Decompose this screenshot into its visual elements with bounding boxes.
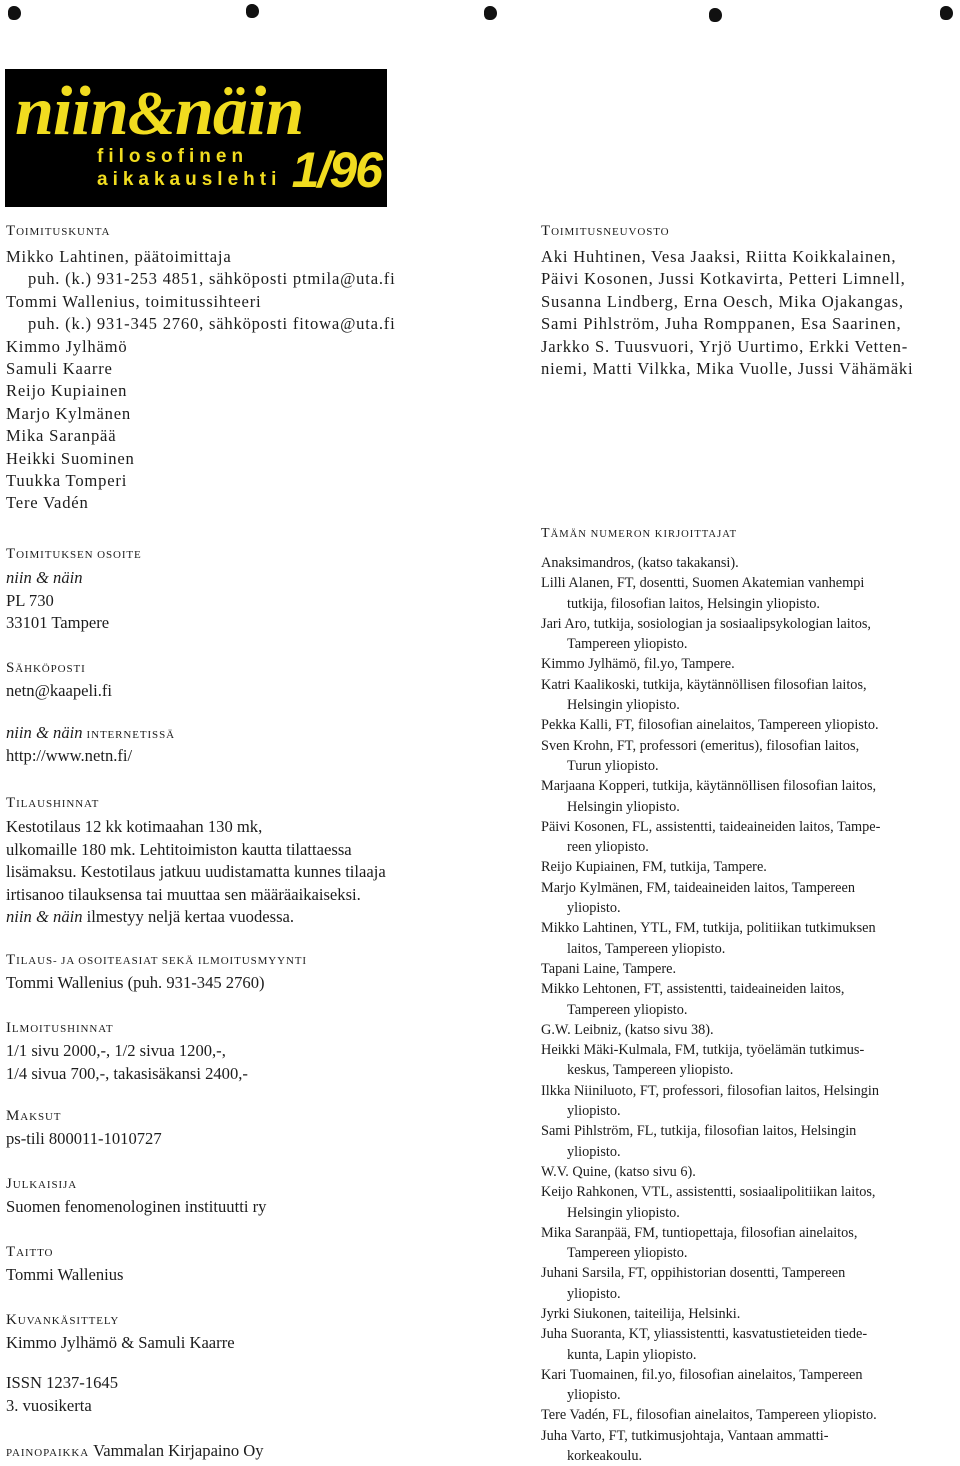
staff-line: Tommi Wallenius, toimitussihteeri <box>6 291 262 311</box>
contributor-line: Sven Krohn, FT, professori (emeritus), filosofian laitos, <box>541 737 860 754</box>
contributor-entry <box>541 878 956 919</box>
section-heading: TOIMITUSNEUVOSTO <box>541 223 670 239</box>
contributor-line: Kari Tuomainen, fil.yo, filosofian ainelaitos, Tampereen <box>541 1366 863 1383</box>
contributor-line: Marjaana Kopperi, tutkija, käytännöllisen filosofian laitos, <box>541 778 877 795</box>
osoite-section <box>6 545 506 635</box>
staff-line: Mikko Lahtinen, päätoimittaja <box>6 247 232 266</box>
contributor-line: Tere Vadén, FL, filosofian ainelaitos, Tampereen yliopisto. <box>541 1407 877 1424</box>
section-heading: JULKAISIJA <box>6 1176 78 1192</box>
ad-price-line: 1/4 sivua 700,-, takasisäkansi 2400,- <box>6 1063 248 1083</box>
board-line: Jarkko S. Tuusvuori, Yrjö Uurtimo, Erkki Vetten- <box>541 336 909 356</box>
section-heading: INTERNETISSÄ <box>86 729 175 741</box>
internet-section <box>6 722 506 767</box>
price-line: lisämaksu. Kestotilaus jatkuu uudistamatta kunnes tilaaja <box>6 862 386 881</box>
contributor-line: kunta, Lapin yliopisto. <box>567 1346 697 1363</box>
contributor-line: yliopisto. <box>567 1285 621 1302</box>
contributor-entry <box>541 1426 956 1466</box>
toimituskunta-section <box>6 222 506 515</box>
section-heading: ILMOITUSHINNAT <box>6 1020 114 1036</box>
price-line: Kestotilaus 12 kk kotimaahan 130 mk, <box>6 817 263 836</box>
scan-mark <box>484 6 497 20</box>
email-value: netn@kaapeli.fi <box>6 681 113 700</box>
magazine-name: niin & näin <box>6 723 83 742</box>
staff-line: puh. (k.) 931-345 2760, sähköposti fitowa@uta.fi <box>28 314 396 334</box>
logo-subtitle-1: filosofinen <box>97 146 249 167</box>
contributor-line: Jari Aro, tutkija, sosiologian ja sosiaalipsykologian laitos, <box>541 615 871 632</box>
staff-line: Tere Vadén <box>6 493 89 513</box>
contributor-entry <box>541 715 956 735</box>
contributors-list <box>541 553 956 1466</box>
board-line: Aki Huhtinen, Vesa Jaaksi, Riitta Koikkalainen, <box>541 247 897 266</box>
left-column <box>6 222 506 1460</box>
logo-issue-number: 1/96 <box>291 142 381 198</box>
staff-line: Samuli Kaarre <box>6 359 113 379</box>
staff-line: Tuukka Tomperi <box>6 471 128 491</box>
scan-mark <box>8 6 21 20</box>
contributor-line: Juha Suoranta, KT, yliassistentti, kasvatustieteiden tiede- <box>541 1326 868 1343</box>
contributor-entry <box>541 776 956 817</box>
contributor-line: Tapani Laine, Tampere. <box>541 960 677 977</box>
board-line: Sami Pihlström, Juha Romppanen, Esa Saarinen, <box>541 314 902 334</box>
issn-value: ISSN 1237-1645 <box>6 1373 119 1392</box>
section-heading: TILAUS- JA OSOITEASIAT SEKÄ ILMOITUSMYYNTI <box>6 952 307 968</box>
contributor-line: Kimmo Jylhämö, fil.yo, Tampere. <box>541 656 735 673</box>
contributor-entry <box>541 1304 956 1324</box>
section-heading: TILAUSHINNAT <box>6 795 100 811</box>
logo-word-nain: näin <box>175 73 304 150</box>
contributor-line: Juha Varto, FT, tutkimusjohtaja, Vantaan ammatti- <box>541 1427 829 1444</box>
contributor-entry <box>541 1162 956 1182</box>
scan-mark <box>709 8 722 22</box>
contributor-line: Katri Kaalikoski, tutkija, käytännöllisen filosofian laitos, <box>541 676 867 693</box>
ad-price-line: 1/1 sivu 2000,-, 1/2 sivua 1200,-, <box>6 1041 226 1060</box>
section-heading: PAINOPAIKKA <box>6 1447 90 1459</box>
logo-subtitle-2: aikakauslehti <box>97 169 282 190</box>
printer-value: Vammalan Kirjapaino Oy <box>93 1441 264 1460</box>
contributor-entry <box>541 1081 956 1122</box>
staff-line: Kimmo Jylhämö <box>6 336 128 356</box>
contributor-line: Lilli Alanen, FT, dosentti, Suomen Akatemian vanhempi <box>541 575 865 592</box>
contributor-entry <box>541 979 956 1020</box>
contributor-line: Mika Saranpää, FM, tuntiopettaja, filosofian ainelaitos, <box>541 1224 858 1241</box>
contributor-line: Keijo Rahkonen, VTL, assistentti, sosiaalipolitiikan laitos, <box>541 1184 876 1201</box>
right-column <box>541 222 956 1465</box>
contributor-entry <box>541 553 956 573</box>
volume-value: 3. vuosikerta <box>6 1395 92 1415</box>
julkaisija-section <box>6 1175 506 1219</box>
contributor-line: Reijo Kupiainen, FM, tutkija, Tampere. <box>541 859 767 876</box>
logo-ampersand: & <box>127 80 175 148</box>
contributor-line: Juhani Sarsila, FT, oppihistorian dosentti, Tampereen <box>541 1265 846 1282</box>
contributor-line: Helsingin yliopisto. <box>567 1204 680 1221</box>
staff-line: Reijo Kupiainen <box>6 381 128 401</box>
sahkoposti-section <box>6 659 506 703</box>
section-heading: SÄHKÖPOSTI <box>6 660 86 676</box>
contributor-line: yliopisto. <box>567 1387 621 1404</box>
contributor-line: Mikko Lehtonen, FT, assistentti, taideaineiden laitos, <box>541 981 845 998</box>
contributor-entry <box>541 857 956 877</box>
image-processing-value: Kimmo Jylhämö & Samuli Kaarre <box>6 1333 235 1352</box>
contributor-line: yliopisto. <box>567 1103 621 1120</box>
contributor-entry <box>541 736 956 777</box>
kuvankasittely-section <box>6 1311 506 1355</box>
price-line: irtisanoo tilauksensa tai muuttaa sen määräaikaiseksi. <box>6 884 361 904</box>
contributor-line: G.W. Leibniz, (katso sivu 38). <box>541 1021 714 1038</box>
board-line: niemi, Matti Vilkka, Mika Vuolle, Jussi Vähämäki <box>541 359 914 379</box>
price-line: ilmestyy neljä kertaa vuodessa. <box>82 907 295 926</box>
toimituskunta-list <box>6 246 506 515</box>
magazine-name: niin & näin <box>6 568 83 587</box>
section-heading: TÄMÄN NUMERON KIRJOITTAJAT <box>541 526 738 541</box>
contributor-entry <box>541 1263 956 1304</box>
address-line: PL 730 <box>6 590 54 610</box>
contributor-line: Heikki Mäki-Kulmala, FM, tutkija, työelämän tutkimus- <box>541 1042 865 1059</box>
scan-mark <box>246 4 259 18</box>
staff-line: Mika Saranpää <box>6 426 117 446</box>
contributor-line: laitos, Tampereen yliopisto. <box>567 940 726 957</box>
magazine-logo <box>5 69 387 207</box>
address-line: 33101 Tampere <box>6 613 110 632</box>
contributor-line: Tampereen yliopisto. <box>567 1001 688 1018</box>
contributor-entry <box>541 1405 956 1425</box>
contributor-entry <box>541 1040 956 1081</box>
staff-line: Heikki Suominen <box>6 448 135 468</box>
contributor-entry <box>541 1121 956 1162</box>
layout-value: Tommi Wallenius <box>6 1265 124 1284</box>
contact-value: Tommi Wallenius (puh. 931-345 2760) <box>6 973 265 992</box>
staff-line: puh. (k.) 931-253 4851, sähköposti ptmila@uta.fi <box>28 269 396 289</box>
contributor-line: Jyrki Siukonen, taiteilija, Helsinki. <box>541 1305 741 1322</box>
contributor-line: Marjo Kylmänen, FM, taideaineiden laitos, Tampereen <box>541 879 855 896</box>
contributor-entry <box>541 573 956 614</box>
contributor-line: Helsingin yliopisto. <box>567 798 680 815</box>
price-line: ulkomaille 180 mk. Lehtitoimiston kautta tilattaessa <box>6 839 352 859</box>
logo-word-niin: niin <box>15 73 128 150</box>
section-heading: TOIMITUKSEN OSOITE <box>6 546 142 562</box>
contributor-line: Pekka Kalli, FT, filosofian ainelaitos, Tampereen yliopisto. <box>541 717 879 734</box>
contributor-line: W.V. Quine, (katso sivu 6). <box>541 1163 696 1180</box>
contributor-line: tutkija, filosofian laitos, Helsingin yliopisto. <box>567 595 820 612</box>
contributor-line: Tampereen yliopisto. <box>567 636 688 653</box>
magazine-name: niin & näin <box>6 907 83 926</box>
contributor-entry <box>541 1324 956 1365</box>
painopaikka-section <box>6 1440 506 1463</box>
contributor-line: korkeakoulu. <box>567 1448 643 1465</box>
contributor-entry <box>541 654 956 674</box>
contributor-entry <box>541 959 956 979</box>
contributor-line: reen yliopisto. <box>567 839 649 856</box>
contributor-line: Anaksimandros, (katso takakansi). <box>541 555 739 571</box>
contributor-line: keskus, Tampereen yliopisto. <box>567 1062 734 1079</box>
maksut-section <box>6 1107 506 1151</box>
contributor-line: Turun yliopisto. <box>567 757 659 774</box>
section-heading: TOIMITUSKUNTA <box>6 223 111 239</box>
contributor-entry <box>541 918 956 959</box>
board-line: Susanna Lindberg, Erna Oesch, Mika Ojakangas, <box>541 291 904 311</box>
section-heading: MAKSUT <box>6 1108 62 1124</box>
website-url: http://www.netn.fi/ <box>6 745 133 765</box>
contributor-entry <box>541 1182 956 1223</box>
contributor-line: yliopisto. <box>567 1143 621 1160</box>
neuvosto-section <box>541 222 956 380</box>
publisher-value: Suomen fenomenologinen instituutti ry <box>6 1197 267 1216</box>
contributor-entry <box>541 1020 956 1040</box>
contributor-entry <box>541 1223 956 1264</box>
staff-line: Marjo Kylmänen <box>6 403 132 423</box>
contributor-entry <box>541 675 956 716</box>
section-heading: KUVANKÄSITTELY <box>6 1312 120 1328</box>
board-line: Päivi Kosonen, Jussi Kotkavirta, Petteri Limnell, <box>541 269 906 289</box>
tilausasiat-section <box>6 951 506 995</box>
ilmoitushinnat-section <box>6 1019 506 1085</box>
kirjoittajat-section <box>541 526 956 1466</box>
issn-section <box>6 1372 506 1417</box>
contributor-entry <box>541 614 956 655</box>
account-value: ps-tili 800011-1010727 <box>6 1129 162 1148</box>
contributor-line: Helsingin yliopisto. <box>567 697 680 714</box>
contributor-line: yliopisto. <box>567 900 621 917</box>
contributor-entry <box>541 1365 956 1406</box>
contributor-line: Tampereen yliopisto. <box>567 1245 688 1262</box>
tilaushinnat-section <box>6 794 506 929</box>
contributor-line: Sami Pihlström, FL, tutkija, filosofian laitos, Helsingin <box>541 1123 857 1140</box>
contributor-line: Päivi Kosonen, FL, assistentti, taideaineiden laitos, Tampe- <box>541 818 881 835</box>
section-heading: TAITTO <box>6 1244 54 1260</box>
taitto-section <box>6 1243 506 1287</box>
contributor-line: Ilkka Niiniluoto, FT, professori, filosofian laitos, Helsingin <box>541 1082 880 1099</box>
logo-title <box>15 73 304 150</box>
scan-mark <box>940 6 953 20</box>
contributor-line: Mikko Lahtinen, YTL, FM, tutkija, politiikan tutkimuksen <box>541 920 876 937</box>
contributor-entry <box>541 817 956 858</box>
